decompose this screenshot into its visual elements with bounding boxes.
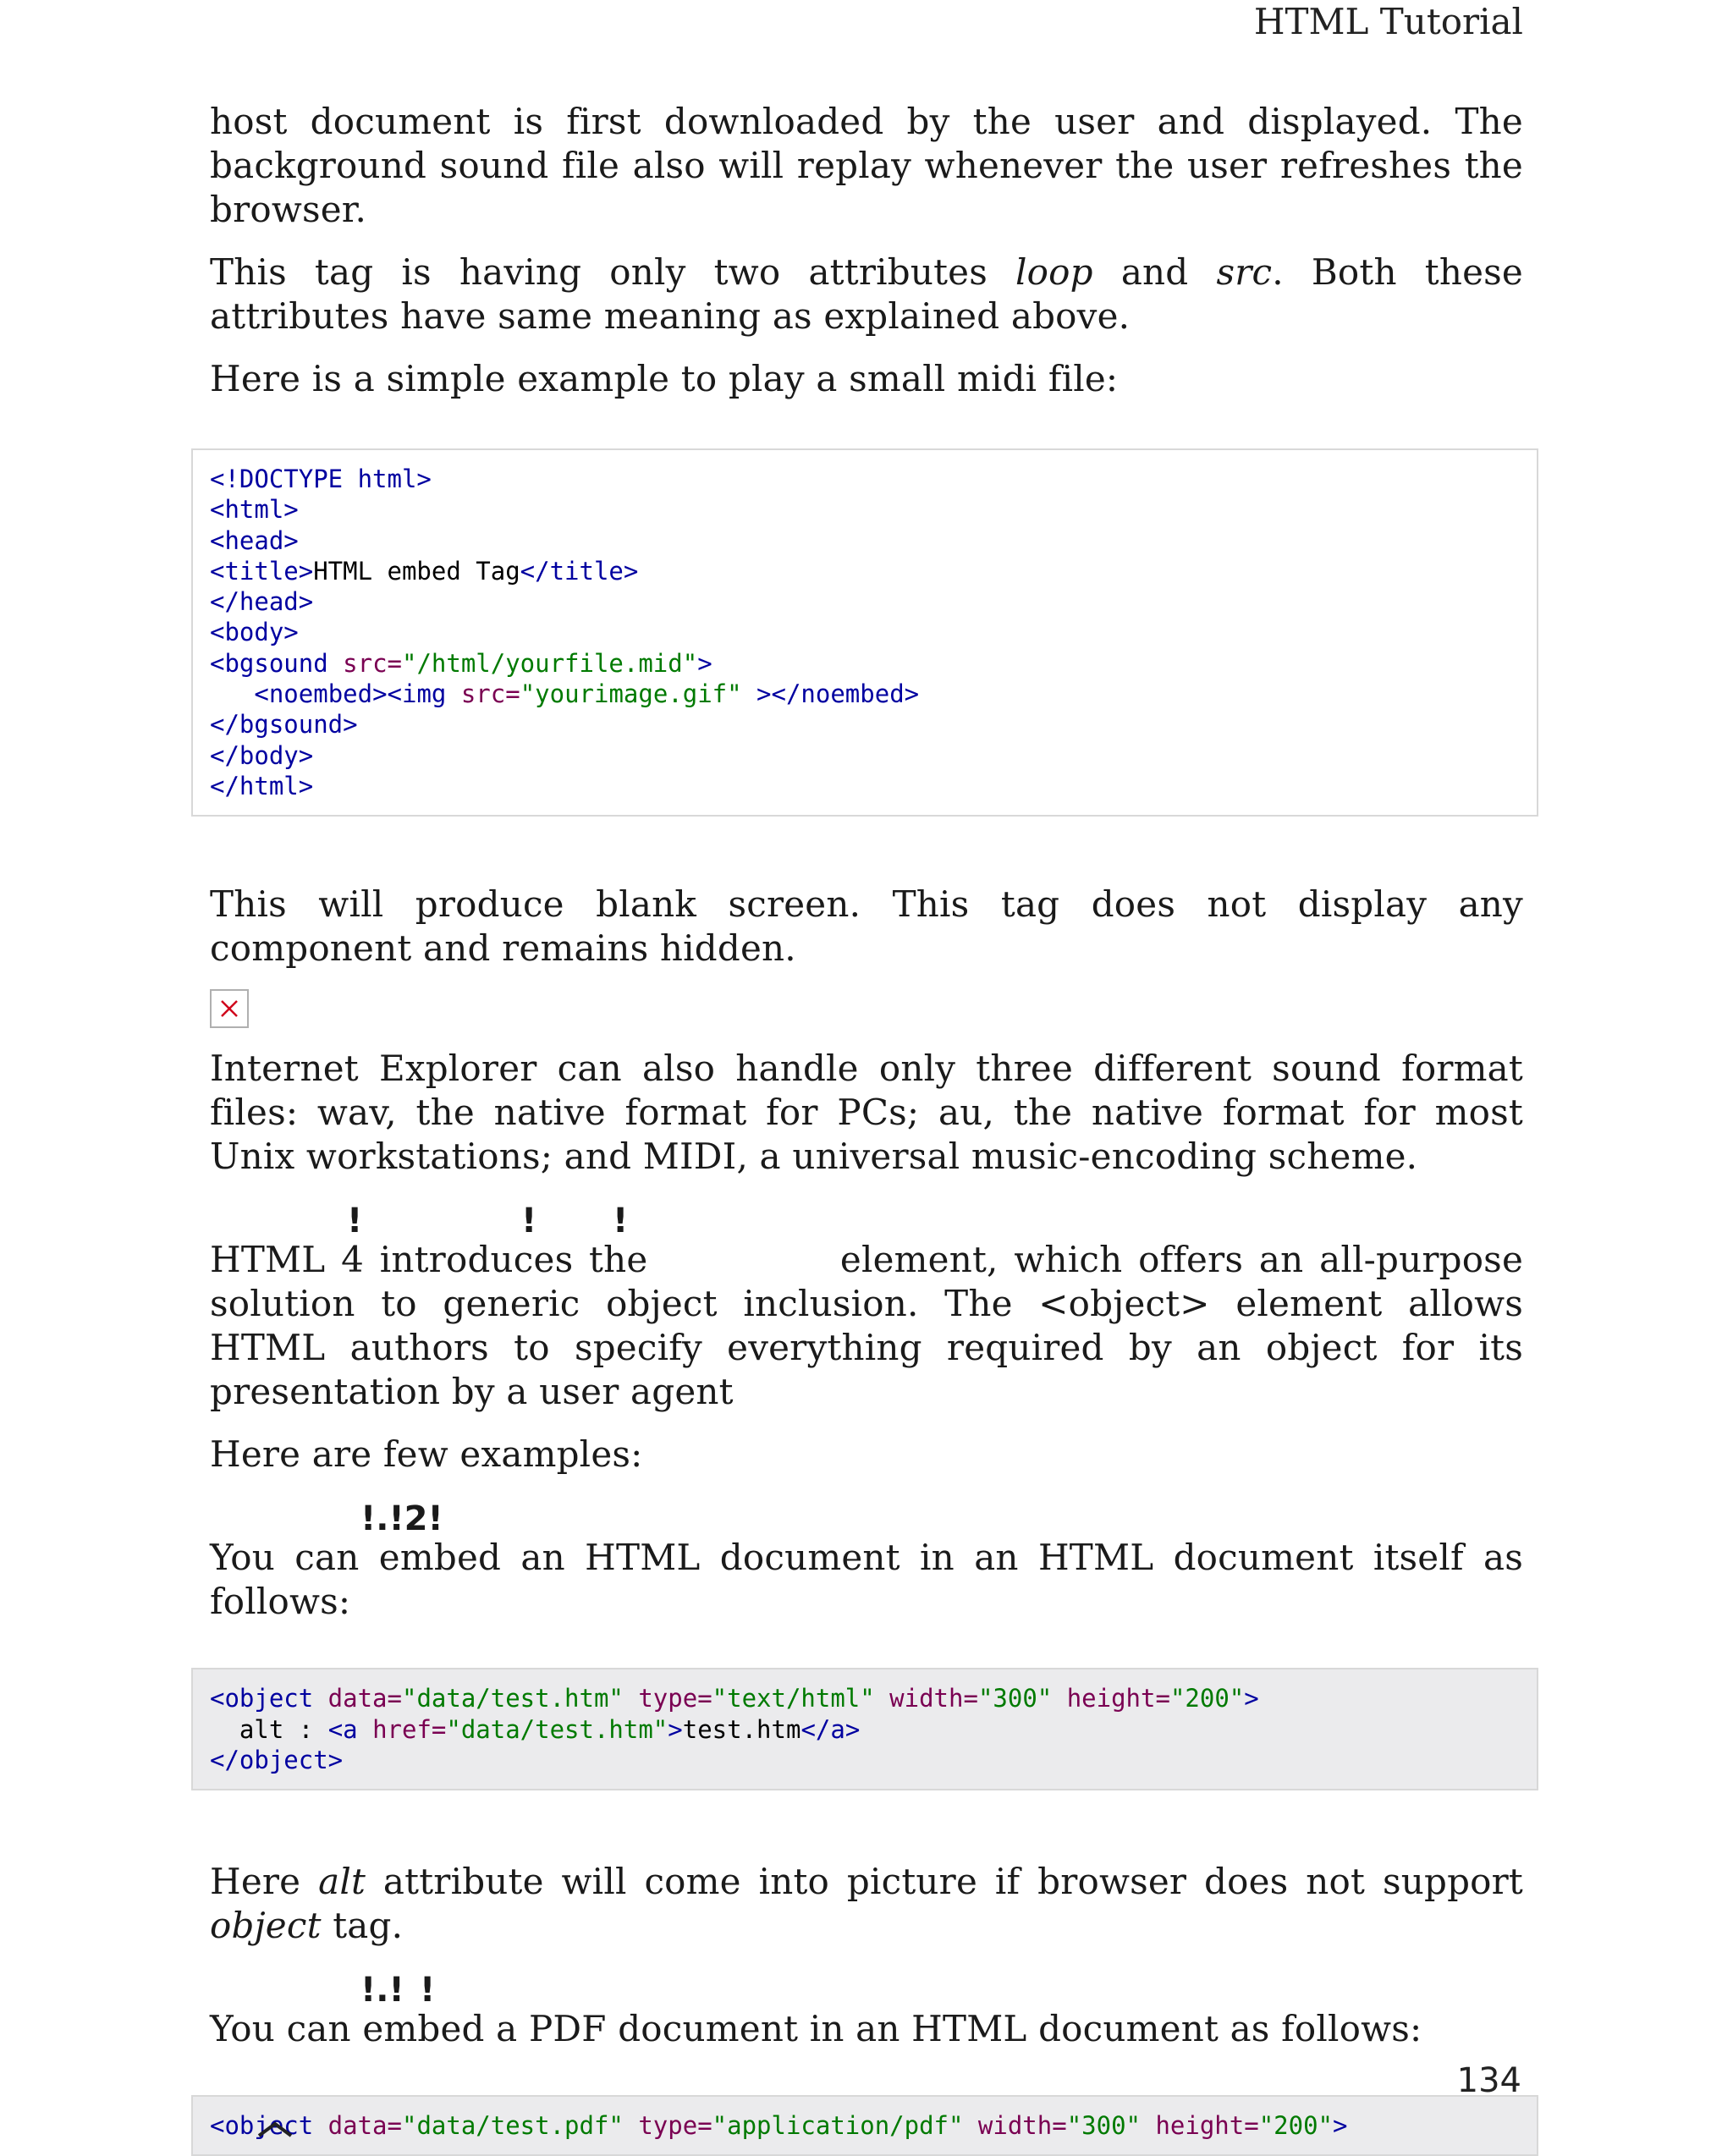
- page-number: 134: [1456, 2061, 1521, 2100]
- chevron-up-icon: [254, 2120, 296, 2141]
- paragraph-bgsound-replay: host document is first downloaded by the user and displayed. The background sound file also will replay whenever the user refreshes the browser.: [210, 101, 1523, 230]
- paragraph-sound-formats: Internet Explorer can also handle only three different sound format files: wav, the native format for PCs; au, the native format for most Unix workstations; and MIDI, a universal music-encoding scheme.: [210, 1048, 1523, 1178]
- code-line: </head>: [210, 587, 314, 617]
- tag-object: object: [210, 1905, 322, 1947]
- code-line: <head>: [210, 525, 299, 555]
- code-block-bgsound-example: [191, 448, 1538, 817]
- code-block-object-html: [191, 1668, 1538, 1790]
- code-line: <html>: [210, 495, 299, 525]
- paragraph-examples-intro: Here are few examples:: [210, 1433, 643, 1476]
- code-line: <body>: [210, 618, 299, 647]
- code-line: alt : <a href="data/test.htm">test.htm</a>: [210, 1714, 861, 1744]
- code-line: <object data="data/test.pdf" type="application/pdf" width="300" height="200">: [210, 2111, 1348, 2141]
- paragraph-object-element-intro: HTML 4 introduces the element, which offers an all-purpose solution to generic object inclusion. The <object> element allows HTML authors to specify everything required by an object for its presentation by a user agent: [210, 1239, 1523, 1413]
- paragraph-blank-screen-note: This will produce blank screen. This tag does not display any component and remains hidden.: [210, 883, 1523, 970]
- paragraph-embed-pdf-intro: You can embed a PDF document in an HTML document as follows:: [210, 2008, 1422, 2050]
- code-line: <object data="data/test.htm" type="text/html" width="300" height="200">: [210, 1684, 1259, 1713]
- paragraph-alt-attribute-note: Here alt attribute will come into picture if browser does not support object tag.: [210, 1861, 1523, 1947]
- heading-object-tag-garbled: ! ! !: [347, 1202, 629, 1241]
- code-line: </html>: [210, 771, 314, 800]
- code-line: </object>: [210, 1745, 344, 1774]
- paragraph-bgsound-attributes: This tag is having only two attributes loop and src. Both these attributes have same meaning as explained above.: [210, 251, 1523, 337]
- code-line: <noembed><img src="yourimage.gif" ></noembed>: [254, 679, 920, 709]
- code-line: <!DOCTYPE html>: [210, 465, 432, 493]
- close-icon: [217, 996, 242, 1021]
- page-content: [210, 100, 1523, 2156]
- attribute-src: src: [1216, 251, 1273, 293]
- code-line: <title>HTML embed Tag</title>: [210, 556, 639, 586]
- heading-example-1-garbled: !.!2!: [360, 1499, 443, 1539]
- attribute-alt: alt: [318, 1861, 366, 1903]
- heading-example-2-garbled: !.! !: [360, 1971, 436, 2010]
- broken-image-icon: [210, 989, 249, 1028]
- attribute-loop: loop: [1015, 251, 1093, 293]
- code-line: </bgsound>: [210, 710, 358, 740]
- code-line: </body>: [210, 740, 314, 770]
- paragraph-midi-example-intro: Here is a simple example to play a small midi file:: [210, 358, 1119, 399]
- paragraph-embed-html-intro: You can embed an HTML document in an HTML document itself as follows:: [210, 1537, 1523, 1623]
- code-block-object-pdf: [191, 2095, 1538, 2156]
- running-header-title: HTML Tutorial: [1253, 1, 1523, 42]
- code-line: <bgsound src="/html/yourfile.mid">: [210, 648, 712, 678]
